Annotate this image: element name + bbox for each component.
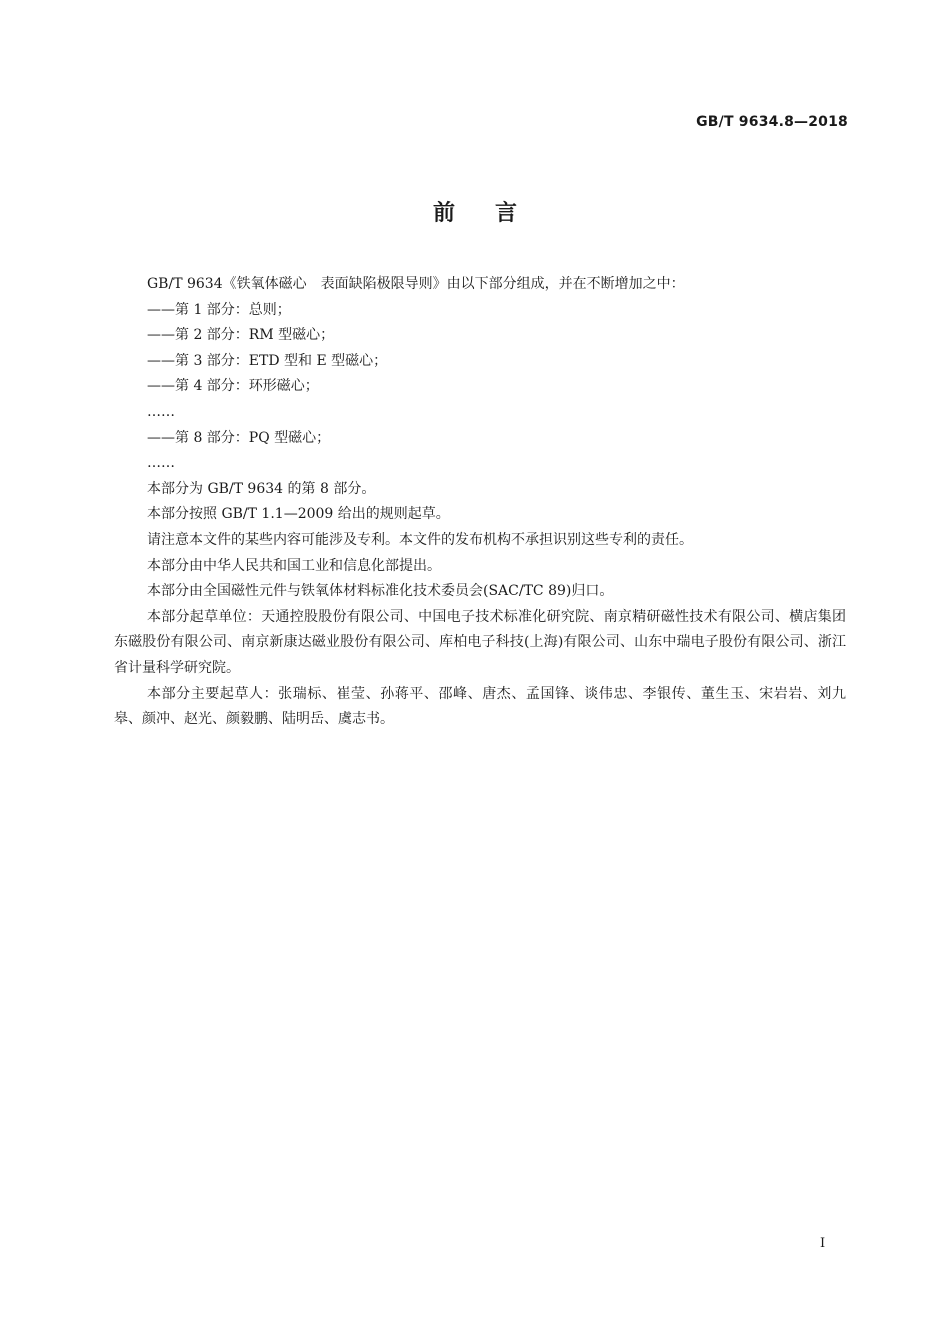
part-list-item: ——第 8 部分：PQ 型磁心； [147, 429, 331, 446]
foreword-body [114, 272, 846, 733]
paragraph-patent-notice: 请注意本文件的某些内容可能涉及专利。本文件的发布机构不承担识别这些专利的责任。 [147, 531, 693, 548]
part-list-ellipsis: …… [147, 403, 175, 420]
paragraph-drafters: 本部分主要起草人：张瑞标、崔莹、孙蒋平、邵峰、唐杰、孟国锋、谈伟忠、李银传、董生玉、宋岩岩、刘九皋、颜冲、赵光、颜毅鹏、陆明岳、虞志书。 [114, 685, 846, 728]
part-list-ellipsis: …… [147, 455, 175, 472]
part-list-item: ——第 1 部分：总则； [147, 301, 291, 318]
part-list-item: ——第 4 部分：环形磁心； [147, 378, 319, 395]
part-list-item: ——第 3 部分：ETD 型和 E 型磁心； [147, 352, 388, 369]
paragraph-committee: 本部分由全国磁性元件与铁氧体材料标准化技术委员会(SAC/TC 89)归口。 [147, 583, 614, 600]
paragraph-part-statement: 本部分为 GB/T 9634 的第 8 部分。 [147, 480, 376, 497]
part-list-item: ——第 2 部分：RM 型磁心； [147, 327, 335, 344]
paragraph-proposer: 本部分由中华人民共和国工业和信息化部提出。 [147, 557, 441, 574]
paragraph-drafting-units: 本部分起草单位：天通控股股份有限公司、中国电子技术标准化研究院、南京精研磁性技术有限公司、横店集团东磁股份有限公司、南京新康达磁业股份有限公司、库柏电子科技(上海)有限公司、山东中瑞电子股份有限公司、浙江省计量科学研究院。 [114, 608, 846, 676]
page-number: I [820, 1236, 826, 1251]
intro-paragraph: GB/T 9634《铁氧体磁心 表面缺陷极限导则》由以下部分组成，并在不断增加之中： [147, 276, 685, 292]
page-title: 前言 [432, 201, 557, 226]
standard-code: GB/T 9634.8—2018 [696, 114, 848, 130]
paragraph-drafting-rules: 本部分按照 GB/T 1.1—2009 给出的规则起草。 [147, 506, 450, 523]
